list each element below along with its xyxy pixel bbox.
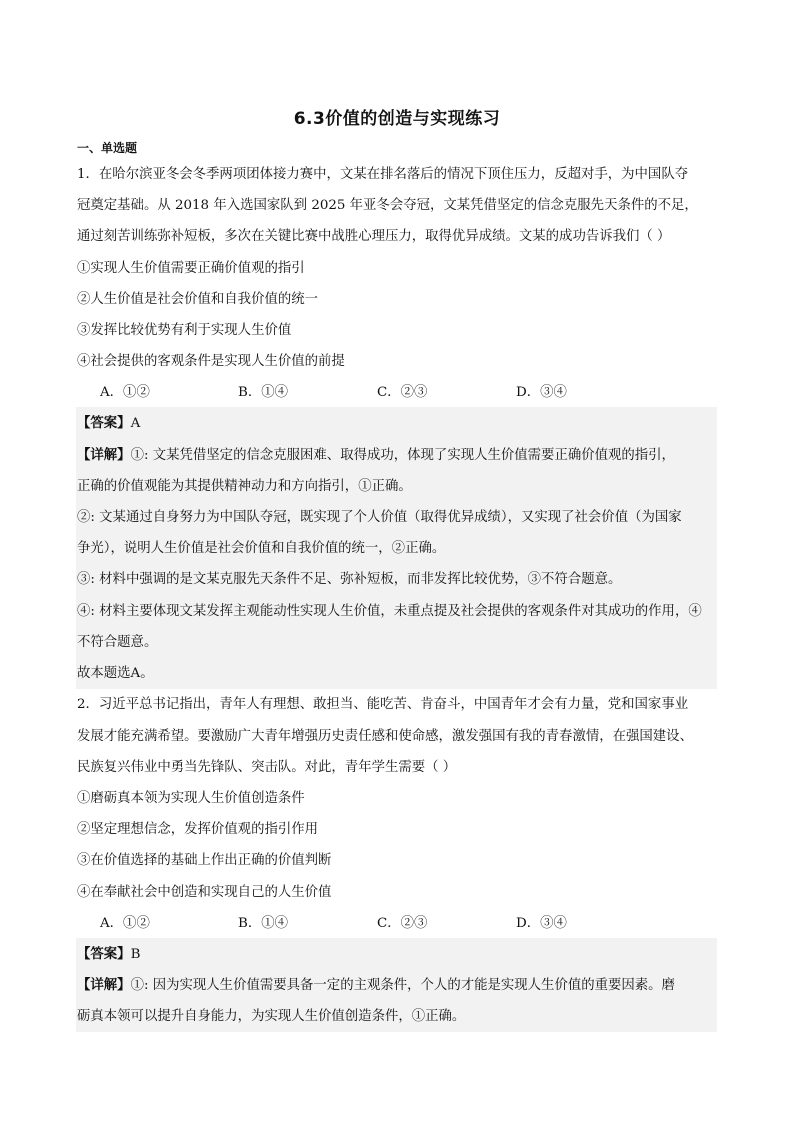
- question-1-detail-line: 故本题选A。: [77, 666, 154, 681]
- detail-text: ①: 因为实现人生价值需要具备一定的主观条件，个人的才能是实现人生价值的重要因素。磨: [130, 978, 675, 993]
- document-title: 6.3价值的创造与实现练习: [293, 109, 501, 129]
- question-2-item: ④在奉献社会中创造和实现自己的人生价值: [77, 885, 332, 900]
- question-1-stem-line: 通过刻苦训练弥补短板，多次在关键比赛中战胜心理压力，取得优异成绩。文某的成功告诉我们（ ）: [77, 229, 671, 244]
- question-1-stem-line: 1．在哈尔滨亚冬会冬季两项团体接力赛中，文某在排名落后的情况下顶住压力，反超对手，为中国队夺: [77, 167, 689, 182]
- question-2-item: ②坚定理想信念，发挥价值观的指引作用: [77, 822, 319, 837]
- question-2-stem-line: 民族复兴伟业中勇当先锋队、突击队。对此，青年学生需要（ ）: [77, 760, 457, 775]
- question-2-stem-line: 2．习近平总书记指出，青年人有理想、敢担当、能吃苦、肯奋斗，中国青年才会有力量，党和国家事业: [77, 697, 689, 712]
- choice-b[interactable]: B．①④: [238, 385, 289, 400]
- question-2-detail-line: 砺真本领可以提升自身能力，为实现人生价值创造条件，①正确。: [77, 1009, 466, 1024]
- choice-d[interactable]: D．③④: [516, 385, 567, 400]
- question-2-stem-line: 发展才能充满希望。要激励广大青年增强历史责任感和使命感，激发强国有我的青春激情，在强国建设、: [77, 729, 693, 744]
- question-1-item: ④社会提供的客观条件是实现人生价值的前提: [77, 354, 345, 369]
- choice-a[interactable]: A．①②: [100, 916, 150, 931]
- answer-label: 【答案】: [77, 415, 131, 431]
- choice-a[interactable]: A．①②: [100, 385, 150, 400]
- detail-label: 【详解】: [77, 447, 131, 463]
- choice-d[interactable]: D．③④: [516, 916, 567, 931]
- question-1-stem-line: 冠奠定基础。从 2018 年入选国家队到 2025 年亚冬会夺冠，文某凭借坚定的信念克服先天条件的不足，: [77, 198, 698, 213]
- answer-label: 【答案】: [77, 946, 131, 962]
- detail-label: 【详解】: [77, 977, 131, 993]
- choice-b[interactable]: B．①④: [238, 916, 289, 931]
- question-1-item: ①实现人生价值需要正确价值观的指引: [77, 261, 305, 276]
- question-2-choices: [100, 908, 740, 939]
- question-1-detail-line: ②: 文某通过自身努力为中国队夺冠，既实现了个人价值（取得优异成绩），又实现了社会价值（为国家: [77, 510, 682, 525]
- detail-text: ①: 文某凭借坚定的信念克服困难、取得成功，体现了实现人生价值需要正确价值观的指引，: [130, 448, 675, 463]
- section-heading: 一、单选题: [77, 141, 138, 155]
- question-2-answer: [77, 939, 717, 970]
- question-1-detail-line: [77, 440, 717, 471]
- question-1-detail-line: 争光），说明人生价值是社会价值和自我价值的统一，②正确。: [77, 541, 446, 556]
- choice-c[interactable]: C．②③: [377, 916, 428, 931]
- question-1-detail-line: ④: 材料主要体现文某发挥主观能动性实现人生价值，未重点提及社会提供的客观条件对其成功的作用，④: [77, 604, 702, 619]
- question-1-item: ③发挥比较优势有利于实现人生价值: [77, 323, 292, 338]
- question-1-detail-line: 不符合题意。: [77, 635, 158, 650]
- question-1-answer: [77, 408, 717, 439]
- question-2-detail-line: [77, 970, 717, 1001]
- question-1-detail-line: ③: 材料中强调的是文某克服先天条件不足、弥补短板，而非发挥比较优势，③不符合题意。: [77, 572, 622, 587]
- question-1-detail-line: 正确的价值观能为其提供精神动力和方向指引，①正确。: [77, 479, 412, 494]
- question-2-item: ③在价值选择的基础上作出正确的价值判断: [77, 853, 332, 868]
- question-2-item: ①磨砺真本领为实现人生价值创造条件: [77, 791, 305, 806]
- question-1-item: ②人生价值是社会价值和自我价值的统一: [77, 292, 319, 307]
- answer-value: A: [130, 416, 141, 431]
- answer-value: B: [130, 947, 141, 962]
- question-1-choices: [100, 377, 740, 408]
- choice-c[interactable]: C．②③: [377, 385, 428, 400]
